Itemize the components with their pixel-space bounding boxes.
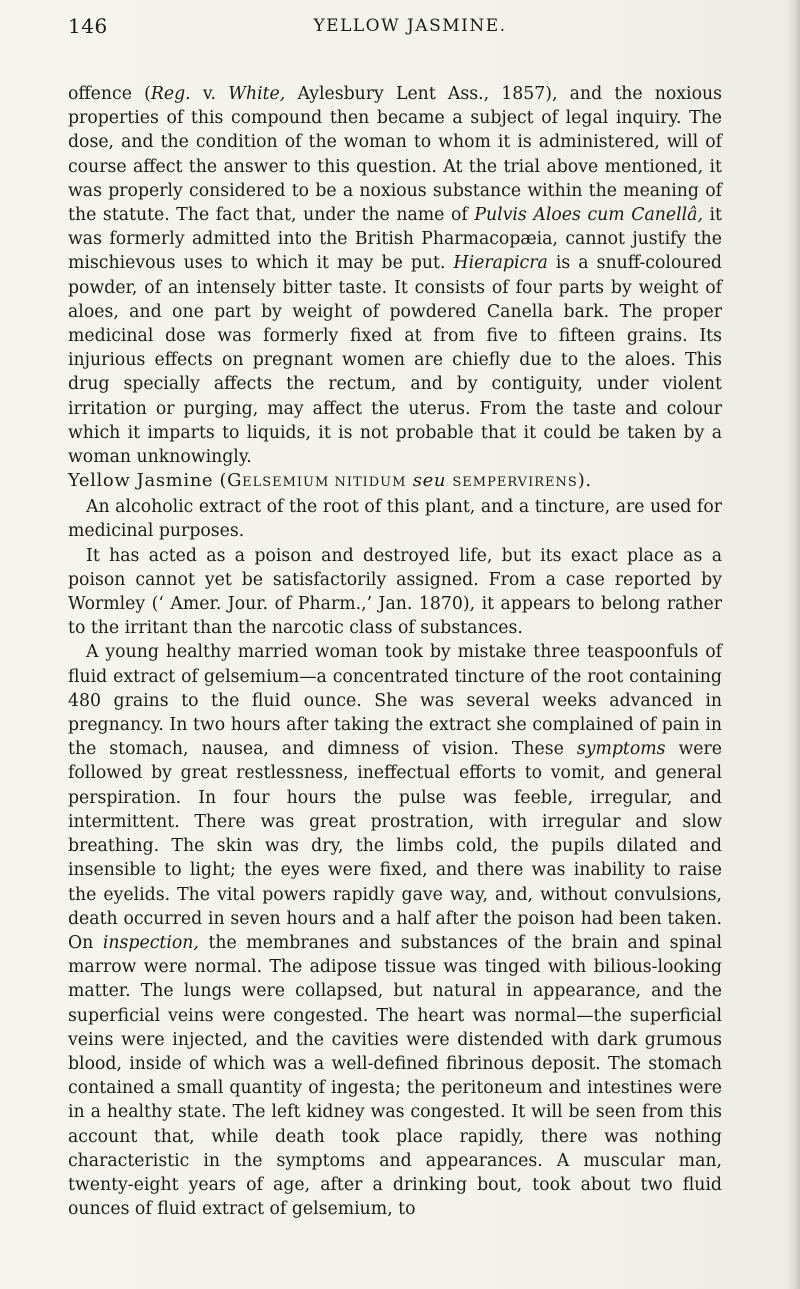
italic-run: Pulvis Aloes cum Canellâ, [474, 205, 703, 226]
page-edge-shadow [786, 0, 800, 1289]
heading-run: asmine [144, 470, 214, 492]
heading-run: Y [68, 470, 79, 492]
text-run: it was formerly admitted into the British Pharmacopæia, cannot justify the mischievous uses to which it may be put. [68, 205, 723, 274]
italic-run: symptoms [576, 739, 666, 760]
heading-run: SEMPERVIRENS [452, 475, 578, 491]
text-run: the membranes and substances of the brain and spinal marrow were normal. The adipose tissue was tinged with bilious-looking matter. The lungs were collapsed, but natural in appearance, and the superficial veins were congested. The heart was normal—the superficial veins were injected, and the cavities were distended with dark grumous blood, inside of which was a well-defined fibrinous deposit. The stomach contained a small quantity of ingesta; the peritoneum and intestines were in a healthy state. The left kidney was congested. It will be seen from this account that, while death took place rapidly, there was nothing characteristic in the symptoms and appearances. A muscular man, twenty-eight years of age, after a drinking bout, took about two fluid ounces of fluid extract of gelsemium, to [68, 932, 723, 1220]
page-header [68, 14, 722, 40]
italic-run: White, [228, 84, 286, 104]
italic-run: inspection, [102, 932, 199, 953]
paragraph-aloes-continuation [68, 82, 722, 469]
text-run: v. [190, 84, 229, 104]
text-run: Aylesbury Lent Ass., 1857), and the noxious properties of this compound then became a subject of legal inquiry. The dose, and the condition of the woman to whom it is administered, will of course affect the answer to this question. At the trial above mentioned, it was properly considered to be a noxious substance within the meaning of the statute. The fact that, under the name of [68, 84, 722, 226]
heading-run: G [227, 470, 243, 492]
italic-run: Reg. [150, 84, 191, 104]
text-run: offence ( [68, 84, 151, 104]
italic-run: Hierapicra [453, 253, 548, 274]
heading-run: ( [213, 470, 228, 492]
heading-run: ELSEMIUM NITIDUM [242, 475, 407, 491]
paragraph-poison-class: It has acted as a poison and destroyed life, but its exact place as a poison cannot yet be satisfactorily assigned. From a case reported by Wormley (‘ Amer. Jour. of Pharm.,’ Jan. 1870), it appears to belong rather to the irritant than the narcotic class of substances. [68, 545, 722, 639]
page-number: 146 [68, 14, 108, 38]
heading-italic-run: seu [412, 470, 447, 492]
running-head: YELLOW JASMINE. [313, 16, 507, 36]
paragraph-medicinal-use: An alcoholic extract of the root of this plant, and a tincture, are used for medicinal purposes. [68, 497, 722, 542]
heading-run: ellow [78, 470, 131, 492]
heading-run: J [136, 470, 145, 492]
section-heading [68, 469, 722, 495]
heading-run: ). [577, 470, 592, 492]
paragraph-case-report [68, 640, 722, 1221]
text-run: A young healthy married woman took by mistake three teaspoonfuls of fluid extract of gelsemium—a concentrated tincture of the root containing 480 grains to the fluid ounce. She was several weeks advanced in pregnancy. In two hours after taking the extract she complained of pain in the stomach, nausea, and dimness of vision. These [68, 642, 722, 760]
text-run: is a snuff-coloured powder, of an intensely bitter taste. It consists of four parts by weight of aloes, and one part by weight of powdered Canella bark. The proper medicinal dose was formerly fixed at from five to fifteen grains. Its injurious effects on pregnant women are chiefly due to the aloes. This drug specially affects the rectum, and by contiguity, under violent irritation or purging, may affect the uterus. From the taste and colour which it imparts to liquids, it is not probable that it could be taken by a woman unknowingly. [68, 253, 722, 468]
body-text [68, 82, 722, 1221]
text-run: were followed by great restlessness, ineffectual efforts to vomit, and general perspiration. In four hours the pulse was feeble, irregular, and intermittent. There was great prostration, with irregular and slow breathing. The skin was dry, the limbs cold, the pupils dilated and insensible to light; the eyes were fixed, and there was inability to raise the eyelids. The vital powers rapidly gave way, and, without convulsions, death occurred in seven hours and a half after the poison had been taken. On [68, 739, 722, 953]
